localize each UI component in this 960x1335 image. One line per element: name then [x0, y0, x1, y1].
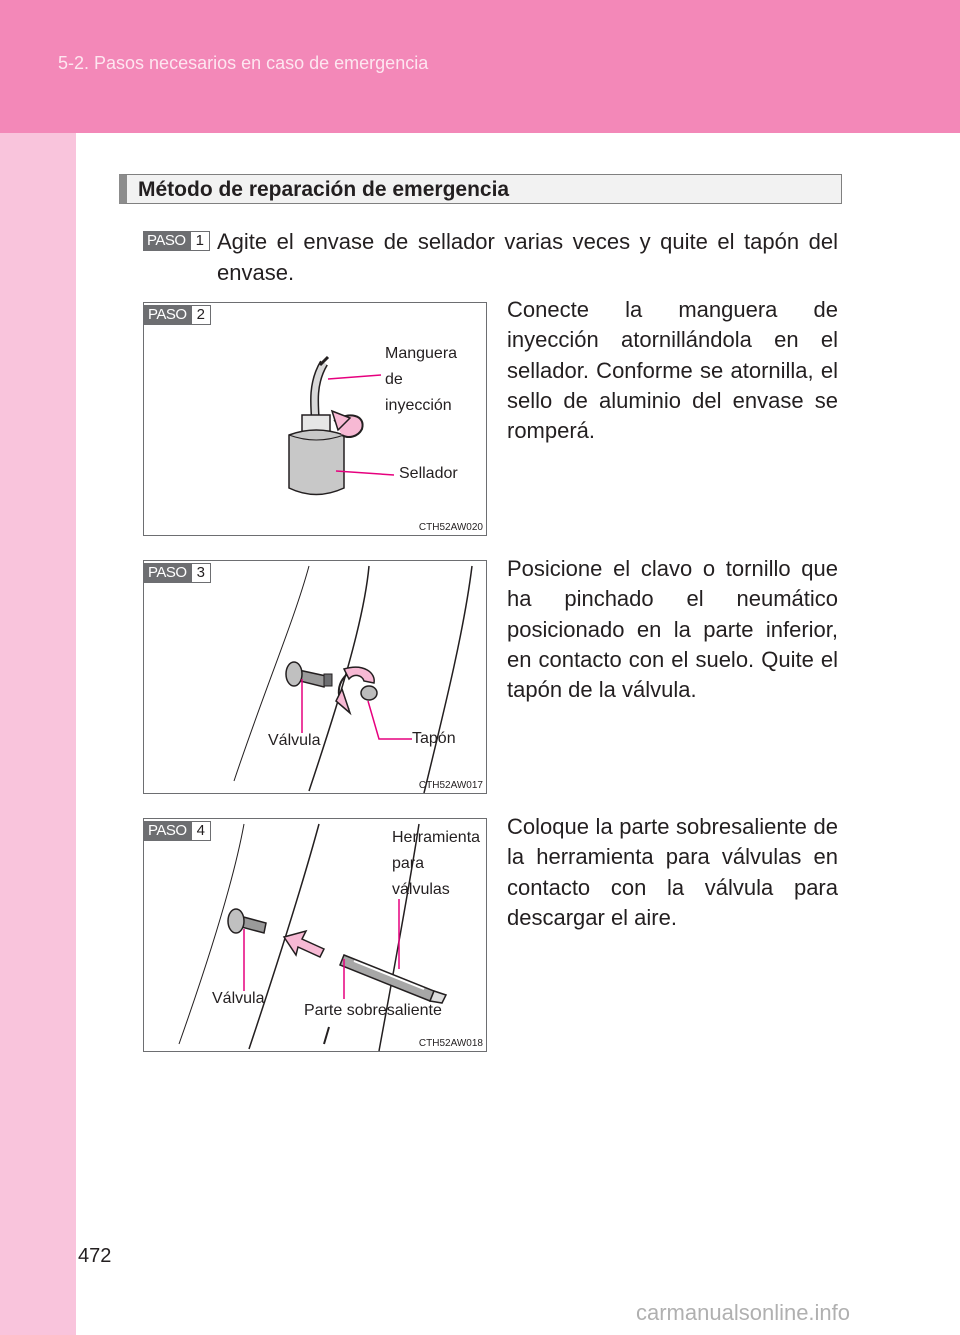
figure-code: CTH52AW020	[418, 522, 483, 533]
step-number: 3	[191, 563, 211, 583]
step-label: PASO	[144, 563, 191, 583]
label-hose-3: inyección	[385, 397, 452, 414]
step4-text: Coloque la parte sobresaliente de la herramienta para válvulas en contacto con la válvula para descargar el aire.	[507, 814, 838, 930]
figure-step4	[143, 818, 487, 1052]
step3-text: Posicione el clavo o tornillo que ha pinchado el neumático posicionado en la parte inferior, en contacto con el suelo. Quite el tapón de la válvula.	[507, 556, 838, 703]
label-tool-1: Herramienta	[392, 829, 481, 846]
step-label: PASO	[144, 821, 191, 841]
step-number: 2	[191, 305, 211, 325]
figure-code: CTH52AW018	[418, 1038, 483, 1049]
side-bar	[0, 133, 76, 1335]
section-title	[119, 174, 842, 204]
figure-step2	[143, 302, 487, 536]
watermark: carmanualsonline.info	[636, 1300, 851, 1325]
label-hose-1: Manguera	[385, 345, 458, 362]
section-header: 5-2. Pasos necesarios en caso de emergencia	[58, 53, 429, 73]
label-cap: Tapón	[412, 730, 456, 747]
page-number: 472	[78, 1245, 112, 1267]
figure-step3	[143, 560, 487, 794]
figure-code: CTH52AW017	[418, 780, 483, 791]
label-sealant: Sellador	[399, 465, 458, 482]
step1-text	[217, 227, 838, 257]
label-valve: Válvula	[268, 732, 321, 749]
step-number: 1	[190, 231, 210, 251]
label-tool-2: para	[392, 855, 425, 872]
step2-text: Conecte la manguera de inyección atornillándola en el sellador. Conforme se atornilla, el sello de aluminio del envase se romperá.	[507, 297, 838, 444]
tire-valve-illustration	[144, 561, 488, 795]
step-number: 4	[191, 821, 211, 841]
step1-text-line2: envase.	[217, 260, 295, 285]
step1-text-line1: Agite el envase de sellador varias veces y quite el tapón del	[217, 229, 838, 254]
sealant-bottle-illustration	[144, 303, 488, 537]
label-hose-2: de	[385, 371, 403, 388]
step-label: PASO	[144, 305, 191, 325]
step1-badge	[143, 231, 210, 251]
section-title-text: Método de reparación de emergencia	[138, 178, 510, 201]
label-tool-3: válvulas	[392, 881, 450, 898]
label-valve: Válvula	[212, 990, 265, 1007]
label-protrusion: Parte sobresaliente	[304, 1002, 442, 1019]
step-label: PASO	[143, 231, 190, 251]
